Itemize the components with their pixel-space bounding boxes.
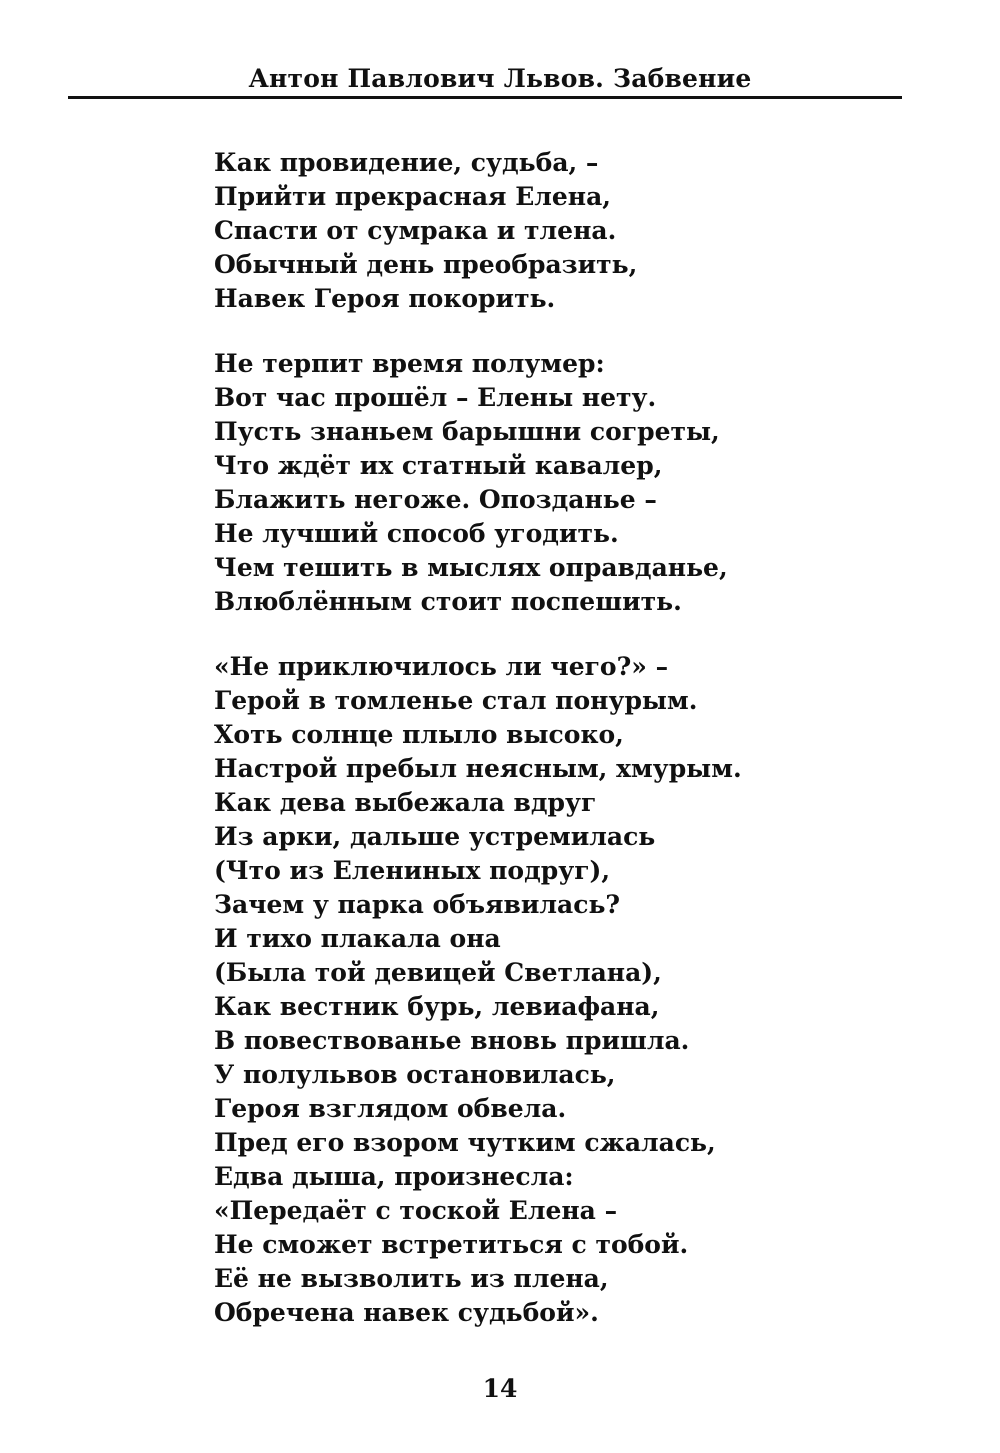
poem-line: Чем тешить в мыслях оправданье, xyxy=(214,553,728,582)
poem-line: Не терпит время полумер: xyxy=(214,349,605,378)
poem-line: Вот час прошёл – Елены нету. xyxy=(214,383,657,412)
poem-line: В повествованье вновь пришла. xyxy=(214,1026,690,1055)
poem-line: Обречена навек судьбой». xyxy=(214,1298,599,1327)
poem-line: Что ждёт их статный кавалер, xyxy=(214,451,663,480)
poem-line: Пусть знаньем барышни согреты, xyxy=(214,417,720,446)
header-rule xyxy=(68,96,902,99)
poem-line: Навек Героя покорить. xyxy=(214,284,556,313)
poem-line: Не лучший способ угодить. xyxy=(214,519,619,548)
poem-line: Как дева выбежала вдруг xyxy=(214,788,597,817)
poem-line: (Была той девицей Светлана), xyxy=(214,958,662,987)
poem-line: «Не приключилось ли чего?» – xyxy=(214,652,669,681)
poem-line: Её не вызволить из плена, xyxy=(214,1264,609,1293)
stanza-1 xyxy=(214,146,914,316)
poem-line: Как провидение, судьба, – xyxy=(214,148,599,177)
poem-line: Из арки, дальше устремилась xyxy=(214,822,656,851)
stanza-2 xyxy=(214,347,914,619)
poem-line: Едва дыша, произнесла: xyxy=(214,1162,574,1191)
poem-line: «Передаёт с тоской Елена – xyxy=(214,1196,618,1225)
poem-line: Зачем у парка объявилась? xyxy=(214,890,621,919)
poem-line: Спасти от сумрака и тлена. xyxy=(214,216,617,245)
poem-body xyxy=(214,146,914,1361)
poem-line: Героя взглядом обвела. xyxy=(214,1094,567,1123)
poem-line: И тихо плакала она xyxy=(214,924,501,953)
poem-line: (Что из Елениных подруг), xyxy=(214,856,611,885)
poem-line: Хоть солнце плыло высоко, xyxy=(214,720,624,749)
poem-line: Настрой пребыл неясным, хмурым. xyxy=(214,754,742,783)
poem-line: Прийти прекрасная Елена, xyxy=(214,182,612,211)
poem-line: Обычный день преобразить, xyxy=(214,250,638,279)
stanza-3 xyxy=(214,650,914,1330)
poem-line: Не сможет встретиться с тобой. xyxy=(214,1230,689,1259)
poem-line: Как вестник бурь, левиафана, xyxy=(214,992,660,1021)
poem-line: У полульвов остановилась, xyxy=(214,1060,616,1089)
poem-line: Влюблённым стоит поспешить. xyxy=(214,587,682,616)
poem-line: Пред его взором чутким сжалась, xyxy=(214,1128,716,1157)
running-header: Антон Павлович Львов. Забвение xyxy=(248,64,752,93)
poem-line: Блажить негоже. Опозданье – xyxy=(214,485,657,514)
poem-line: Герой в томленье стал понурым. xyxy=(214,686,698,715)
page-number: 14 xyxy=(482,1374,518,1403)
